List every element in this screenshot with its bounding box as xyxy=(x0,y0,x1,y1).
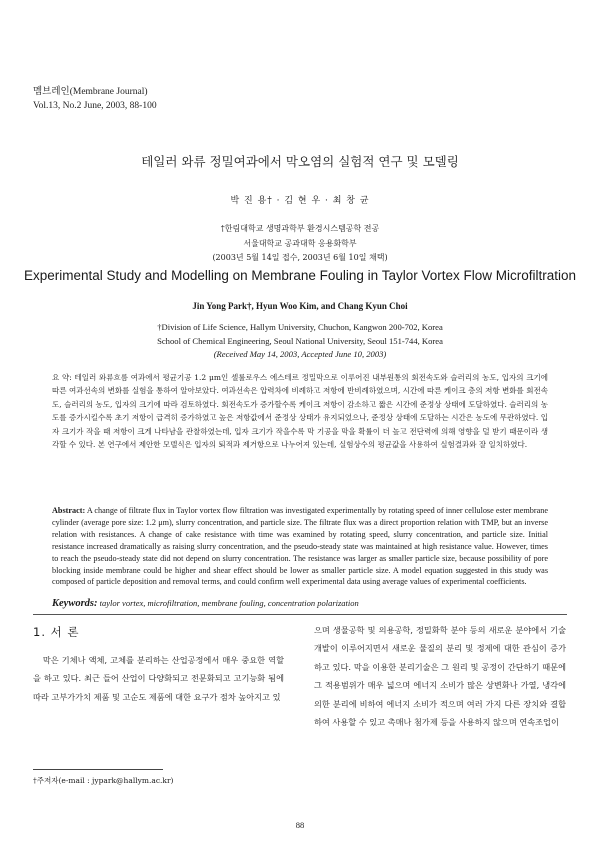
footnote-divider xyxy=(33,769,163,770)
section-heading-introduction: 1. 서 론 xyxy=(33,625,80,639)
affiliation-korean-line2: 서울대학교 공과대학 응용화학부 xyxy=(243,238,357,248)
journal-header xyxy=(33,85,157,113)
intro-left-column: 막은 기체나 액체, 고체를 분리하는 산업공정에서 매우 중요한 역할을 하고 있다. 최근 들어 산업이 다양화되고 전문화되고 고기능화 됨에 따라 고부가가치 제품 및 고순도 제품에 대한 요구가 점차 높아지고 있 xyxy=(33,655,284,702)
footnote-corresponding-author: †주저자(e-mail : jypark@hallym.ac.kr) xyxy=(33,776,174,785)
abstract-english-body: A change of filtrate flux in Taylor vortex flow filtration was investigated experimentally by rotating speed of inner cellulose ester membrane cylinder (average pore size: 1.2 μm), slurry concentration, and particle size. The filtrate flux was a direct proportion relation with TMP, but an inverse relation with resistances. A change of cake resistance with time was examined by rotating speed, slurry concentration, and particle size. Initial resistance increased dramatically as raising slurry concentration, and the pseudo-steady state was maintained at high resistance value. However, times to reach the pseudo-steady state did not depend on slurry concentration. The resistance was larger as smaller particle size, because possibility of pore blocking inside membrane could be higher and shear effect should be lower as smaller particle size. A model equation suggested in this study was composed of particle deposition and removal terms, and could confirm well experimental data using average values of experimental coefficients. xyxy=(52,506,548,587)
keywords-label: Keywords: xyxy=(52,598,98,609)
section-divider xyxy=(33,614,567,615)
affiliation-english xyxy=(0,321,600,362)
title-korean: 테일러 와류 정밀여과에서 막오염의 실험적 연구 및 모델링 xyxy=(141,154,459,169)
abstract-english xyxy=(52,505,548,588)
intro-right-column: 으며 생물공학 및 의용공학, 정밀화학 분야 등의 새로운 분야에서 기술개발이 이루어지면서 새로운 물질의 분리 및 정제에 대한 관심이 증가하고 있다. 막을 이용한 분리기술은 그 원리 및 공정이 간단하기 때문에 그 적용범위가 매우 넓으며 에너지 소비가 많은 상변화나 가열, 냉각에 의한 분리에 비하여 에너지 소비가 적으며 여러 가지 다른 장치와 결합하여 사용할 수 있고 촉매나 첨가제 등을 사용하지 않으며 연속조업이 xyxy=(314,625,566,728)
authors-korean: 박 진 용† · 김 현 우 · 최 창 균 xyxy=(230,196,370,206)
page-number: 88 xyxy=(295,820,305,830)
authors-english: Jin Yong Park†, Hyun Woo Kim, and Chang Kyun Choi xyxy=(192,301,408,311)
journal-volume: Vol.13, No.2 June, 2003, 88-100 xyxy=(33,101,157,111)
keywords xyxy=(52,598,548,609)
keywords-text: taylor vortex, microfiltration, membrane fouling, concentration polarization xyxy=(99,598,359,608)
abstract-korean: 요 약: 테일러 와류흐름 여과에서 평균기공 1.2 μm인 셀룰로우스 에스테르 정밀막으로 이루어진 내부원통의 회전속도와 슬러리의 농도, 입자의 크기에 따른 여과선속의 변화를 실험을 통하여 알아보았다. 여과선속은 압력차에 비례하고 저항에 반비례하였으며, 시간에 따른 케이크 층의 저항 변화를 회전속도, 슬러리의 농도, 입자의 크기에 따라 검토하였다. 회전속도가 증가할수록 케이크 저항이 감소하고 짧은 시간에 준정상 상태에 도달하였다. 슬러리의 농도를 증가시킬수록 초기 저항이 급격히 증가하였고 높은 저항값에서 준정상 상태가 유지되었으나, 준정상 상태에 도달하는 시간은 농도에 무관하였다. 입자 크기가 작을 때 저항이 크게 나타남을 관찰하였는데, 입자 크기가 작을수록 막 기공을 막을 확률이 더 높고 전단력에 의해 영향을 덜 받기 때문이라 생각할 수 있다. 본 연구에서 제안한 모델식은 입자의 퇴적과 제거항으로 나누어져 있는데, 실험상수의 평균값을 사용하여 실험결과와 잘 일치하였다. xyxy=(52,373,548,450)
received-korean: (2003년 5월 14일 접수, 2003년 6월 10일 채택) xyxy=(212,253,388,262)
affiliation-english-line1: †Division of Life Science, Hallym University, Chuchon, Kangwon 200-702, Korea xyxy=(157,322,443,332)
affiliation-korean-line1: †한림대학교 생명과학부 환경시스템공학 전공 xyxy=(220,224,380,233)
title-english: Experimental Study and Modelling on Membrane Fouling in Taylor Vortex Flow Microfiltration xyxy=(23,268,576,283)
affiliation-korean xyxy=(0,222,600,266)
affiliation-english-line2: School of Chemical Engineering, Seoul National University, Seoul 151-744, Korea xyxy=(157,335,443,346)
received-english: (Received May 14, 2003, Accepted June 10, 2003) xyxy=(213,349,387,359)
journal-name: 멤브레인(Membrane Journal) xyxy=(33,87,148,97)
abstract-label: Abstract: xyxy=(52,506,86,515)
